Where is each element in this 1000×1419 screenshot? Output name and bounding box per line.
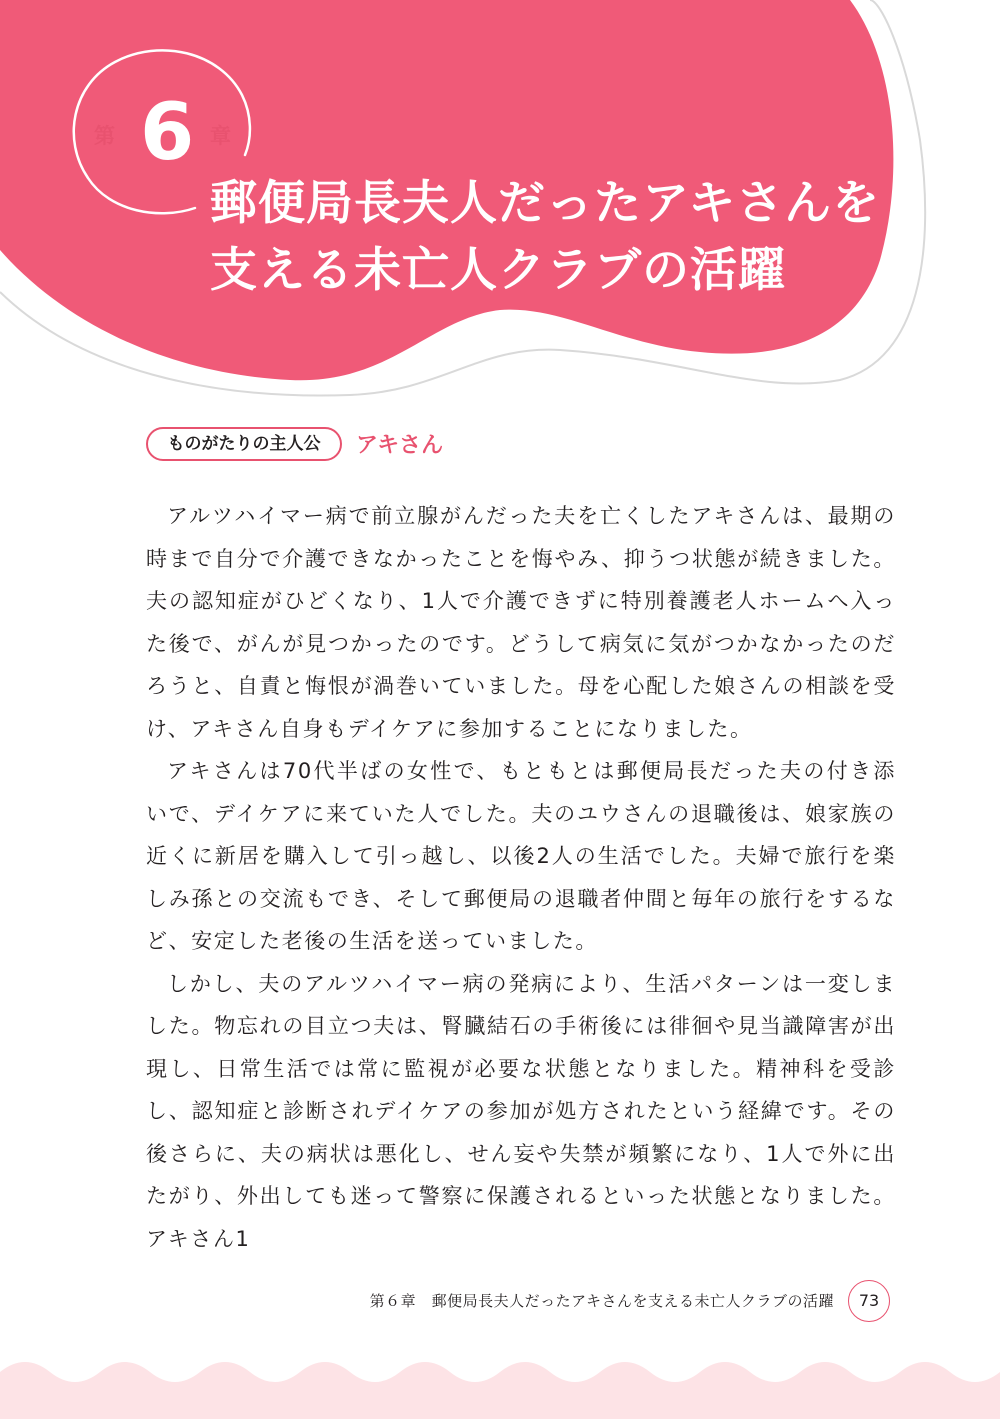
chapter-number: 6 (140, 88, 193, 178)
running-footer: 第６章 郵便局長夫人だったアキさんを支える未亡人クラブの活躍 (369, 1292, 834, 1310)
chapter-prefix: 第 (94, 124, 115, 148)
protagonist-label: ものがたりの主人公 (146, 427, 342, 461)
chapter-suffix: 章 (210, 124, 231, 148)
chapter-mark (94, 88, 244, 178)
body-text (146, 495, 896, 1260)
chapter-title (210, 170, 881, 304)
paragraph-1: アルツハイマー病で前立腺がんだった夫を亡くしたアキさんは、最期の時まで自分で介護できなかったことを悔やみ、抑うつ状態が続きました。夫の認知症がひどくなり、1人で介護できずに特別養護老人ホームへ入った後で、がんが見つかったのです。どうして病気に気がつかなかったのだろうと、自責と悔恨が渦巻いていました。母を心配した娘さんの相談を受け、アキさん自身もデイケアに参加することになりました。 (146, 504, 896, 741)
chapter-title-line-2: 支える未亡人クラブの活躍 (210, 243, 786, 298)
paragraph-3: しかし、夫のアルツハイマー病の発病により、生活パターンは一変しました。物忘れの目立つ夫は、腎臓結石の手術後には徘徊や見当識障害が出現し、日常生活では常に監視が必要な状態となりました。精神科を受診し、認知症と診断されデイケアの参加が処方されたという経緯です。その後さらに、夫の病状は悪化し、せん妄や失禁が頻繁になり、1人で外に出たがり、外出しても迷って警察に保護されるといった状態となりました。アキさん1 (146, 971, 896, 1251)
paragraph-2: アキさんは70代半ばの女性で、もともとは郵便局長だった夫の付き添いで、デイケアに来ていた人でした。夫のユウさんの退職後は、娘家族の近くに新居を購入して引っ越し、以後2人の生活でした。夫婦で旅行を楽しみ孫との交流もでき、そして郵便局の退職者仲間と毎年の旅行をするなど、安定した老後の生活を送っていました。 (146, 759, 896, 953)
protagonist-name: アキさん (356, 433, 444, 458)
chapter-title-line-1: 郵便局長夫人だったアキさんを (210, 176, 881, 231)
footer-wave (0, 1362, 1000, 1419)
page-number: 73 (848, 1280, 890, 1322)
